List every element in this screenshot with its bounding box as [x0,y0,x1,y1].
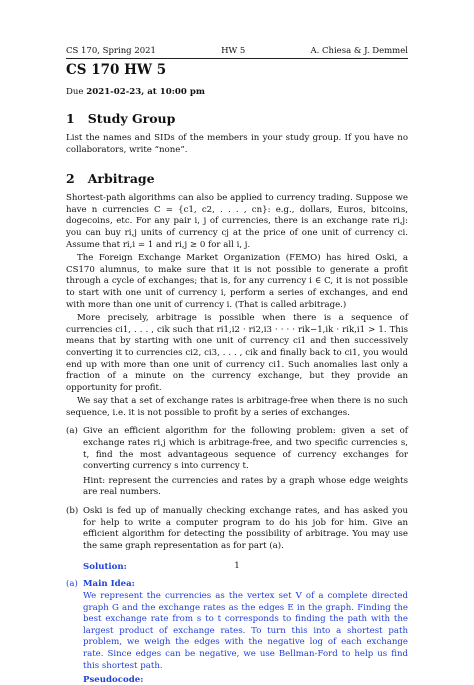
part-label: (a) [66,426,78,437]
section-number: 1 [66,111,75,126]
header-hw: HW 5 [221,46,246,56]
part-text: Give an efficient algorithm for the following problem: given a set of exchange rates ri,j which is arbitrage-free, and two specific currencies s, t, find the most advantageous sequence of currency exchanges for converting currency s into currency t. [83,426,408,472]
pseudocode-label: Pseudocode: [83,675,144,685]
due-date: 2021-02-23, at 10:00 pm [86,87,205,97]
header-authors: A. Chiesa & J. Demmel [310,46,408,56]
main-idea-text: We represent the currencies as the vertex set V of a complete directed graph G and the exchange rates as the edges E in the graph. Finding the best exchange rate from s to t corresponds to finding the path with the largest product of exchange rates. To turn this into a shortest path problem, we weigh the edges with the negative log of each exchange rate. Since edges can be negative, we use Bellman-Ford to help us find this shortest path. [83,591,408,671]
solution-part [66,579,408,672]
part-hint: Hint: represent the currencies and rates by a graph whose edge weights are real numbers. [83,475,408,498]
solution-heading: Solution: [83,562,127,573]
paragraph: The Foreign Exchange Market Organization (FEMO) has hired Oski, a CS170 alumnus, to make sure that it is not possible to generate a profit through a cycle of exchanges; that is, for any currency i ∈ C, it is not possible to start with one unit of currency i, perform a series of exchanges, and end with more than one unit of currency i. (That is called arbitrage.) [66,253,408,310]
main-idea-label: Main Idea: [83,579,135,590]
section-title: Arbitrage [87,171,155,187]
study-group-text: List the names and SIDs of the members in your study group. If you have no collaborators, write “none”. [66,133,408,155]
page-number: 1 [234,561,240,571]
due-label: Due [66,87,87,97]
section-heading [66,171,408,186]
document-title: CS 170 HW 5 [66,62,167,78]
part-label: (b) [66,506,79,517]
solution-part-label: (a) [66,579,78,590]
paragraph: Shortest-path algorithms can also be applied to currency trading. Suppose we have n currencies C = {c1, c2, . . . , cn}: e.g., dollars, Euros, bitcoins, dogecoins, etc. For any pair i, j of currencies, there is an exchange rate ri,j: you can buy ri,j units of currency cj at the price of one unit of currency ci. Assume that ri,i = 1 and ri,j ≥ 0 for all i, j. [66,193,408,250]
problem-part [66,426,408,499]
header-course: CS 170, Spring 2021 [66,46,156,56]
paragraph: We say that a set of exchange rates is arbitrage-free when there is no such sequence, i.e. it is not possible to profit by a series of exchanges. [66,396,408,418]
document-body [66,62,408,685]
section-heading [66,111,408,126]
section-title: Study Group [87,111,176,126]
section-number: 2 [66,171,75,187]
problem-part [66,506,408,552]
part-text: Oski is fed up of manually checking exchange rates, and has asked you for help to write a computer program to do his job for him. Give an efficient algorithm for detecting the possibility of arbitrage. You may use the same graph representation as for part (a). [83,506,408,551]
running-header [66,46,408,59]
paragraph: More precisely, arbitrage is possible when there is a sequence of currencies ci1, . . . , cik such that ri1,i2 · ri2,i3 · · · · rik−1,ik · rik,i1 > 1. This means that by starting with one unit of currency ci1 and then successively converting it to currencies ci2, ci3, . . . , cik and finally back to ci1, you would end up with more than one unit of currency ci1. Such anomalies last only a fraction of a minute on the currency exchange, but they provide an opportunity for profit. [66,313,408,393]
due-line [66,87,408,97]
